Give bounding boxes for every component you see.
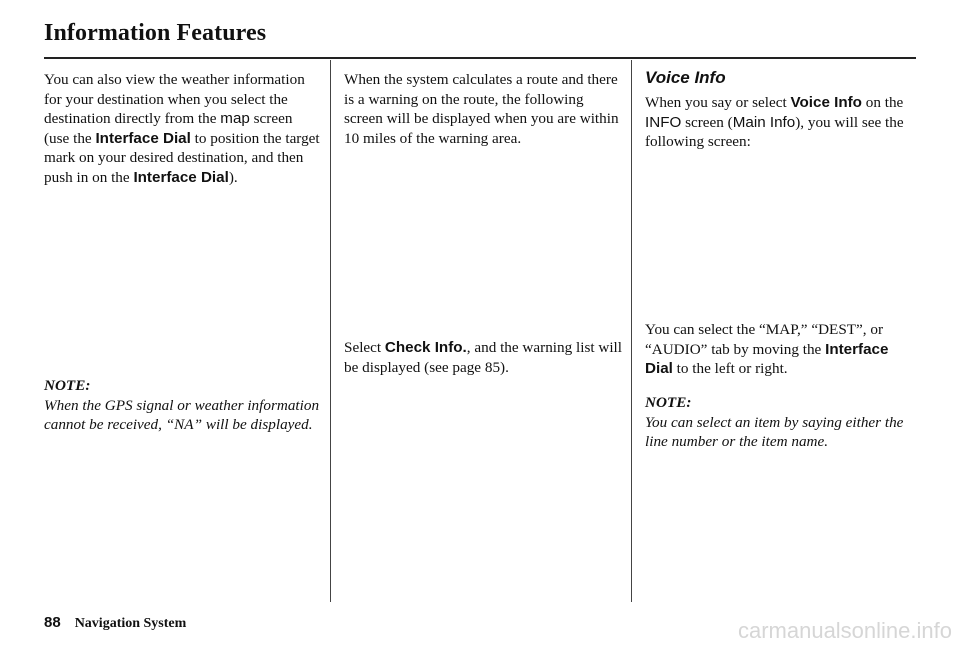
section-heading: Voice Info [645, 68, 726, 87]
footer-label: Navigation System [74, 616, 187, 631]
column-divider-1 [330, 60, 331, 602]
column-1-note [44, 376, 320, 435]
page-title: Information Features [44, 20, 267, 46]
column-2 [344, 70, 622, 148]
page-number: 88 [44, 614, 61, 631]
note-label: NOTE: [645, 394, 692, 411]
main-info-term: Main Info [732, 113, 796, 131]
check-info-term: Check Info. [384, 339, 467, 356]
note-label: NOTE: [44, 377, 91, 394]
route-warning-paragraph: When the system calculates a route and there is a warning on the route, the following screen will be displayed when you are within 10 miles of the warning area. [344, 71, 619, 147]
title-divider [44, 57, 916, 59]
column-2-lower [344, 338, 622, 377]
column-divider-2 [631, 60, 632, 602]
weather-paragraph: You can also view the weather information for your destination when you select the destination directly from the map screen (use the Interface Dial to position the target mark on your desired destination, and then push in on the Interface Dial). [44, 71, 320, 186]
column-1 [44, 70, 320, 187]
note-text: You can select an item by saying either the line number or the item name. [645, 413, 904, 450]
interface-dial-term: Interface Dial [133, 168, 229, 186]
map-term: map [220, 110, 250, 127]
column-3 [645, 93, 917, 152]
page-footer [44, 614, 186, 632]
info-term: INFO [645, 113, 682, 131]
column-3-note [645, 393, 917, 452]
note-text: When the GPS signal or weather information cannot be received, “NA” will be displayed. [44, 396, 320, 433]
column-3-lower [645, 320, 917, 379]
check-info-paragraph: Select Check Info., and the warning list will be displayed (see page 85). [344, 339, 622, 376]
voice-info-term: Voice Info [790, 94, 862, 111]
interface-dial-term: Interface Dial [645, 340, 889, 377]
watermark: carmanualsonline.info [737, 618, 952, 643]
interface-dial-term: Interface Dial [95, 129, 191, 147]
voice-info-paragraph: When you say or select Voice Info on the INFO screen (Main Info), you will see the following screen: [645, 94, 904, 150]
tab-select-paragraph: You can select the “MAP,” “DEST”, or “AUDIO” tab by moving the Interface Dial to the left or right. [645, 321, 889, 377]
